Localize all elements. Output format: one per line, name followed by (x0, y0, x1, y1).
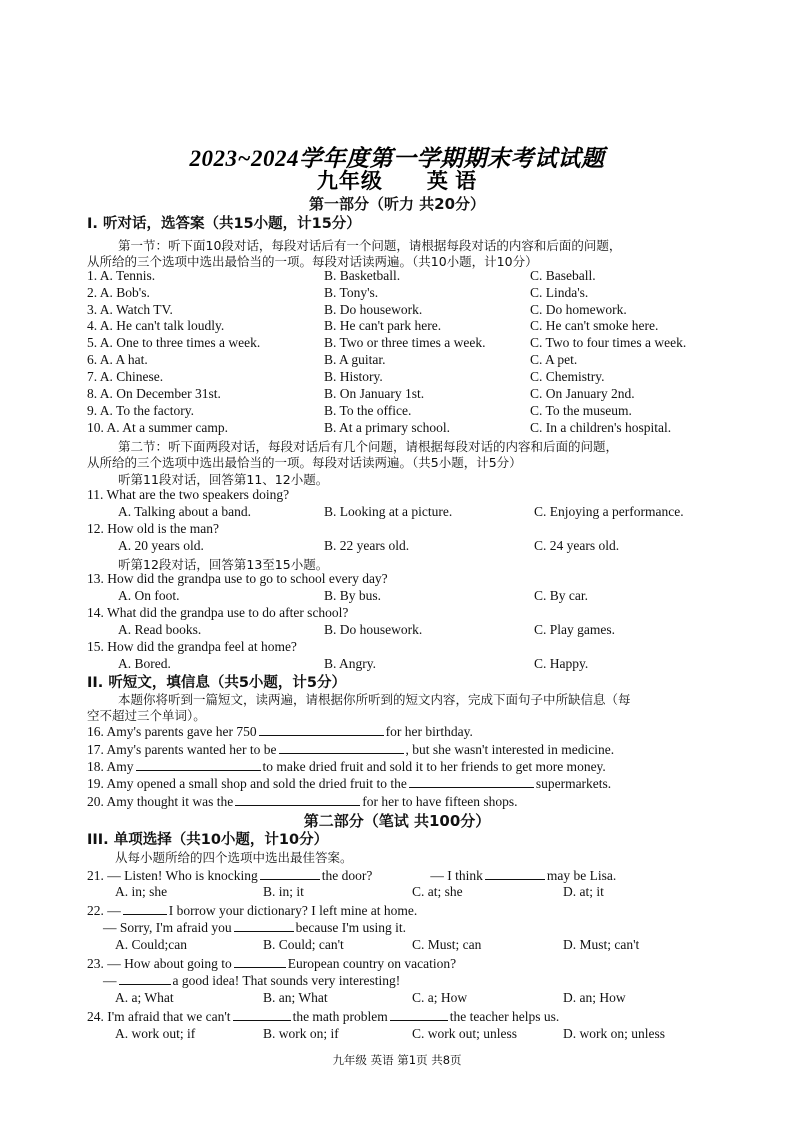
q1-option-c: C. Baseball. (530, 268, 596, 283)
q12-option-a: A. 20 years old. (118, 538, 204, 553)
q8-option-b: B. On January 1st. (324, 386, 425, 401)
part2-heading: 第二部分（笔试 共100分） (303, 812, 491, 830)
q24-blank1[interactable] (233, 1008, 291, 1021)
q9-option-c: C. To the museum. (530, 403, 632, 418)
q23-reply-blank[interactable] (119, 972, 171, 985)
q12-option-b: B. 22 years old. (324, 538, 410, 553)
subject-label: 英 语 (426, 169, 478, 193)
q24-blank2[interactable] (390, 1008, 448, 1021)
q23-blank[interactable] (234, 955, 286, 968)
section1-sub1-line1: 第一节：听下面10段对话，每段对话后有一个问题，请根据每段对话的内容和后面的问题， (118, 238, 622, 253)
q22-option-a: A. Could;can (115, 937, 187, 952)
q5-option-a: 5. A. One to three times a week. (87, 335, 261, 350)
s19-blank[interactable] (409, 775, 534, 788)
q24-option-a: A. work out; if (115, 1026, 196, 1041)
q6-option-a: 6. A. A hat. (87, 352, 148, 367)
q23-option-a: A. a; What (115, 990, 174, 1005)
q22-blank[interactable] (123, 902, 167, 915)
s18-blank[interactable] (136, 758, 261, 771)
q21-option-a: A. in; she (115, 884, 168, 899)
q3-option-a: 3. A. Watch TV. (87, 302, 173, 317)
q10-option-b: B. At a primary school. (324, 420, 450, 435)
q14-option-a: A. Read books. (118, 622, 202, 637)
section2-instruction-line2: 空不超过三个单词）。 (87, 708, 206, 723)
q4-option-a: 4. A. He can't talk loudly. (87, 318, 225, 333)
q13-option-c: C. By car. (534, 588, 588, 603)
part1-heading: 第一部分（听力 共20分） (308, 195, 486, 213)
q23-reply: — a good idea! That sounds very interesting! (103, 973, 401, 988)
s16-sentence: 16. Amy's parents gave her 750 for her birthday. (87, 724, 473, 739)
grade-label: 九年级 (316, 169, 383, 193)
s16-blank[interactable] (259, 723, 384, 736)
q11-option-a: A. Talking about a band. (118, 504, 252, 519)
q3-option-b: B. Do housework. (324, 302, 423, 317)
section1-sub2-line2: 从所给的三个选项中选出最恰当的一项。每段对话读两遍。（共5小题，计5分） (87, 455, 522, 470)
q6-option-b: B. A guitar. (324, 352, 386, 367)
q7-option-b: B. History. (324, 369, 383, 384)
q14-option-c: C. Play games. (534, 622, 615, 637)
q2-option-c: C. Linda's. (530, 285, 589, 300)
q8-option-a: 8. A. On December 31st. (87, 386, 221, 401)
q11-option-c: C. Enjoying a performance. (534, 504, 684, 519)
q21-blank2[interactable] (485, 867, 545, 880)
q24-stem: 24. I'm afraid that we can't the math problem the teacher helps us. (87, 1009, 560, 1024)
q15-stem: 15. How did the grandpa feel at home? (87, 639, 297, 654)
q21-option-d: D. at; it (563, 884, 604, 899)
q23-option-b: B. an; What (263, 990, 328, 1005)
dialog11-instruction: 听第11段对话，回答第11、12小题。 (118, 472, 329, 487)
q24-option-c: C. work out; unless (412, 1026, 518, 1041)
q22-stem: 22. — I borrow your dictionary? I left mine at home. (87, 903, 418, 918)
dialog12-instruction: 听第12段对话，回答第13至15小题。 (118, 557, 329, 572)
q24-option-b: B. work on; if (263, 1026, 339, 1041)
q15-option-b: B. Angry. (324, 656, 377, 671)
q21-stem: 21. — Listen! Who is knocking the door? — I think may be Lisa. (87, 868, 617, 883)
q23-option-c: C. a; How (412, 990, 468, 1005)
section3-instruction: 从每小题所给的四个选项中选出最佳答案。 (115, 850, 353, 865)
q6-option-c: C. A pet. (530, 352, 578, 367)
q13-stem: 13. How did the grandpa use to go to school every day? (87, 571, 388, 586)
q23-stem: 23. — How about going to European country on vacation? (87, 956, 457, 971)
q4-option-b: B. He can't park here. (324, 318, 442, 333)
q13-option-a: A. On foot. (118, 588, 180, 603)
q15-option-a: A. Bored. (118, 656, 171, 671)
q5-option-c: C. Two to four times a week. (530, 335, 687, 350)
q15-option-c: C. Happy. (534, 656, 589, 671)
q14-stem: 14. What did the grandpa use to do after school? (87, 605, 349, 620)
exam-subtitle (0, 165, 794, 195)
s20-sentence: 20. Amy thought it was the for her to have fifteen shops. (87, 794, 518, 809)
q9-option-b: B. To the office. (324, 403, 412, 418)
s19-sentence: 19. Amy opened a small shop and sold the dried fruit to the supermarkets. (87, 776, 612, 791)
s20-blank[interactable] (235, 793, 360, 806)
q7-option-a: 7. A. Chinese. (87, 369, 164, 384)
q13-option-b: B. By bus. (324, 588, 382, 603)
s17-sentence: 17. Amy's parents wanted her to be , but she wasn't interested in medicine. (87, 742, 615, 757)
q1-option-b: B. Basketball. (324, 268, 401, 283)
section1-heading: I. 听对话，选答案（共15小题，计15分） (87, 216, 361, 232)
q3-option-c: C. Do homework. (530, 302, 627, 317)
q21-option-c: C. at; she (412, 884, 463, 899)
q1-option-a: 1. A. Tennis. (87, 268, 156, 283)
q22-reply: — Sorry, I'm afraid you because I'm using it. (103, 920, 407, 935)
q22-option-b: B. Could; can't (263, 937, 344, 952)
q21-option-b: B. in; it (263, 884, 304, 899)
q22-option-c: C. Must; can (412, 937, 482, 952)
q14-option-b: B. Do housework. (324, 622, 423, 637)
q11-option-b: B. Looking at a picture. (324, 504, 453, 519)
q10-option-a: 10. A. At a summer camp. (87, 420, 228, 435)
section2-heading: II. 听短文，填信息（共5小题，计5分） (87, 675, 347, 691)
q12-stem: 12. How old is the man? (87, 521, 219, 536)
q22-option-d: D. Must; can't (563, 937, 640, 952)
exam-title: 2023~2024学年度第一学期期末考试试题 (189, 146, 605, 171)
q23-option-d: D. an; How (563, 990, 626, 1005)
q11-stem: 11. What are the two speakers doing? (87, 487, 290, 502)
section1-sub1-line2: 从所给的三个选项中选出最恰当的一项。每段对话读两遍。（共10小题，计10分） (87, 254, 538, 269)
q8-option-c: C. On January 2nd. (530, 386, 635, 401)
q4-option-c: C. He can't smoke here. (530, 318, 659, 333)
q2-option-b: B. Tony's. (324, 285, 379, 300)
s18-sentence: 18. Amy to make dried fruit and sold it to her friends to get more money. (87, 759, 606, 774)
q9-option-a: 9. A. To the factory. (87, 403, 195, 418)
section2-instruction-line1: 本题你将听到一篇短文，读两遍，请根据你所听到的短文内容，完成下面句子中所缺信息（每 (118, 692, 631, 707)
q21-blank1[interactable] (260, 867, 320, 880)
q5-option-b: B. Two or three times a week. (324, 335, 486, 350)
q22-reply-blank[interactable] (234, 919, 294, 932)
page-footer: 九年级 英语 第1页 共8页 (332, 1053, 462, 1067)
q7-option-c: C. Chemistry. (530, 369, 605, 384)
q10-option-c: C. In a children's hospital. (530, 420, 672, 435)
section1-sub2-line1: 第二节：听下面两段对话，每段对话后有几个问题，请根据每段对话的内容和后面的问题， (118, 439, 619, 454)
q24-option-d: D. work on; unless (563, 1026, 665, 1041)
q2-option-a: 2. A. Bob's. (87, 285, 150, 300)
s17-blank[interactable] (279, 741, 404, 754)
q12-option-c: C. 24 years old. (534, 538, 620, 553)
section3-heading: III. 单项选择（共10小题，计10分） (87, 832, 329, 848)
